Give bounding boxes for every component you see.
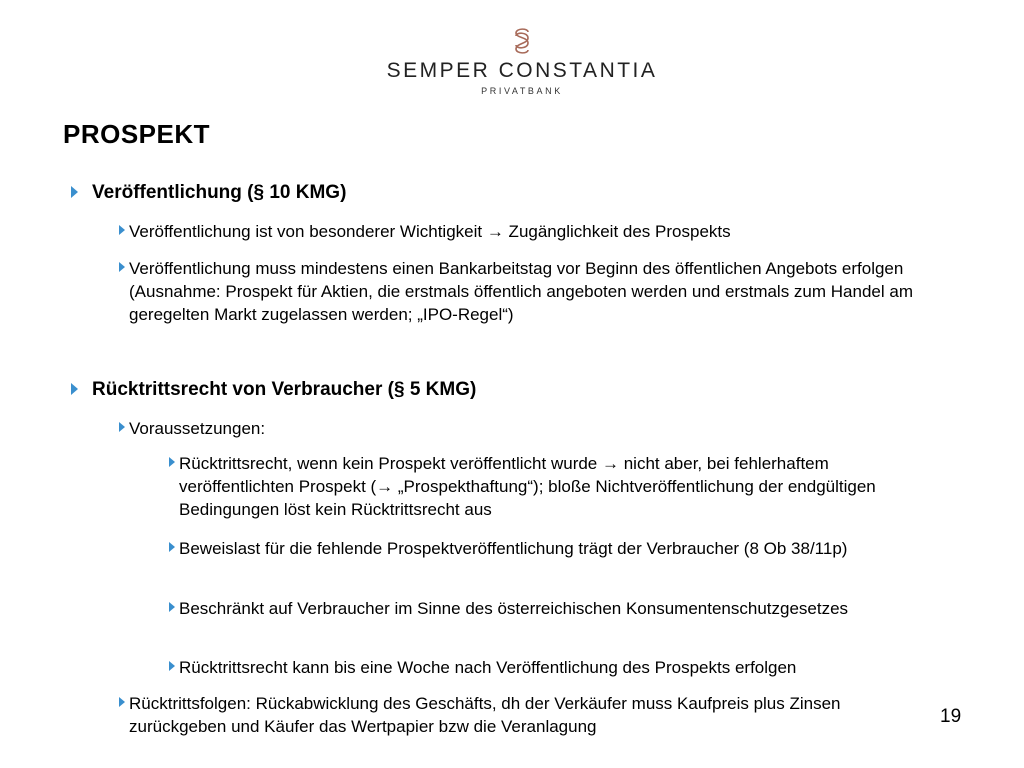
bullet-arrow-icon — [169, 602, 175, 612]
bullet-arrow-icon — [71, 383, 78, 395]
bullet-arrow-icon — [169, 542, 175, 552]
sub-list-item — [169, 537, 909, 560]
sub-list-item-text: Rücktrittsrecht, wenn kein Prospekt veröffentlicht wurde → nicht aber, bei fehlerhaftem veröffentlichten Prospekt (→ „Prospekthaftung“); bloße Nichtveröffentlichung der endgültigen Bedingungen löst kein Rücktrittsrecht aus — [179, 454, 876, 519]
list-item — [119, 692, 909, 738]
sub-list-item-text: Beweislast für die fehlende Prospektveröffentlichung trägt der Verbraucher (8 Ob 38/11p) — [179, 539, 848, 558]
sub-list-item-text: Beschränkt auf Verbraucher im Sinne des österreichischen Konsumentenschutzgesetzes — [179, 599, 849, 618]
bullet-arrow-icon — [119, 225, 125, 235]
section-heading — [71, 379, 476, 401]
brand-subtitle: PRIVATBANK — [481, 86, 563, 96]
page-number: 19 — [940, 706, 962, 727]
section-heading — [71, 182, 346, 204]
bullet-arrow-icon — [119, 422, 125, 432]
section-heading-text: Veröffentlichung (§ 10 KMG) — [92, 182, 347, 203]
bullet-arrow-icon — [169, 661, 175, 671]
section-heading-text: Rücktrittsrecht von Verbraucher (§ 5 KMG) — [92, 379, 477, 400]
bullet-arrow-icon — [71, 186, 78, 198]
list-item-text: Veröffentlichung ist von besonderer Wichtigkeit → Zugänglichkeit des Prospekts — [129, 222, 731, 241]
list-item-text: Rücktrittsfolgen: Rückabwicklung des Geschäfts, dh der Verkäufer muss Kaufpreis plus Zinsen zurückgeben und Käufer das Wertpapier bzw die Veranlagung — [129, 694, 841, 736]
slide-title: PROSPEKT — [63, 119, 211, 149]
bullet-arrow-icon — [119, 262, 125, 272]
list-item — [119, 417, 919, 440]
bullet-arrow-icon — [119, 697, 125, 707]
sub-list-item — [169, 597, 909, 620]
list-item — [119, 257, 919, 326]
sub-list-item-text: Rücktrittsrecht kann bis eine Woche nach Veröffentlichung des Prospekts erfolgen — [179, 658, 797, 677]
sub-list-item — [169, 452, 909, 521]
bullet-arrow-icon — [169, 457, 175, 467]
sub-list-item — [169, 656, 909, 679]
brand-name: SEMPER CONSTANTIA — [386, 59, 658, 82]
list-item-text: Voraussetzungen: — [129, 419, 266, 438]
list-item — [119, 220, 919, 243]
list-item-text: Veröffentlichung muss mindestens einen Bankarbeitstag vor Beginn des öffentlichen Angebots erfolgen (Ausnahme: Prospekt für Aktien, die erstmals öffentlich angeboten werden und erstmals zum Handel am geregelten Markt zugelassen werden; „IPO-Regel“) — [129, 259, 913, 324]
